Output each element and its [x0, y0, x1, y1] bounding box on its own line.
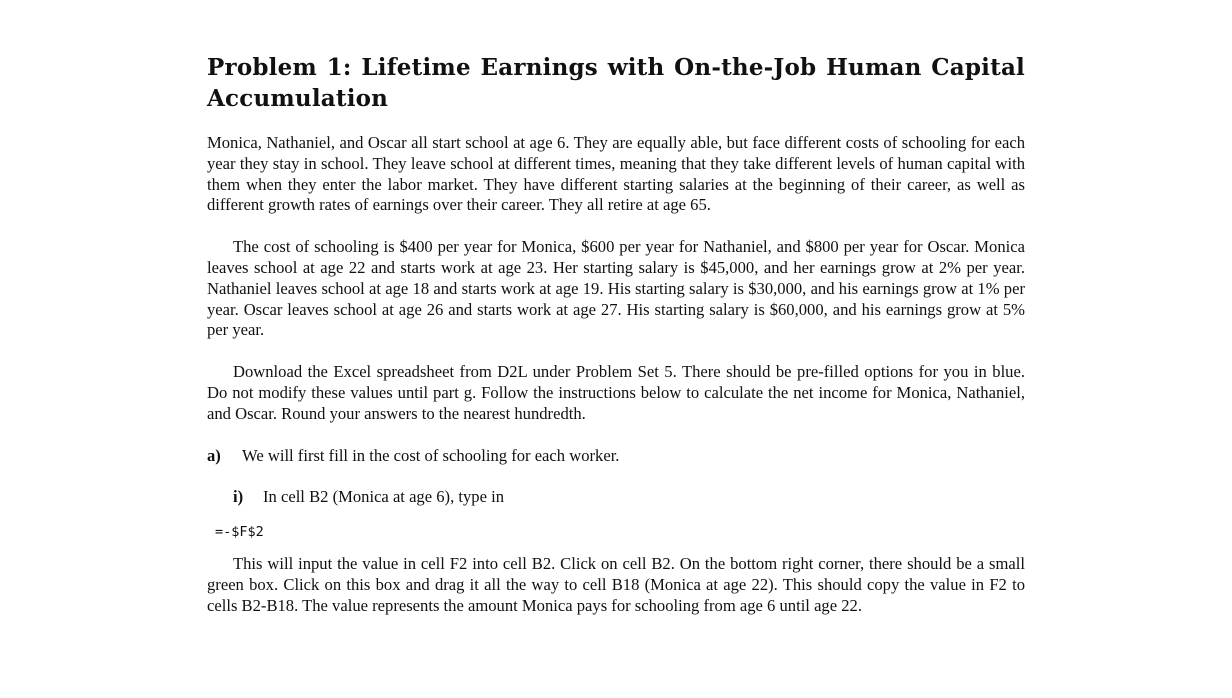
instructions-paragraph: Download the Excel spreadsheet from D2L under Problem Set 5. There should be pre-filled options for you in blue. Do not modify these values until part g. Follow the instructions below to calculate the net income for Monica, Nathaniel, and Oscar. Round your answers to the nearest hundredth. [207, 362, 1025, 423]
explanation-paragraph: This will input the value in cell F2 into cell B2. Click on cell B2. On the bottom right corner, there should be a small green box. Click on this box and drag it all the way to cell B18 (Monica at age 22). This should copy the value in F2 to cells B2-B18. The value represents the amount Monica pays for schooling from age 6 until age 22. [207, 554, 1025, 615]
part-a-label: a) [207, 445, 221, 465]
spacer [207, 425, 1025, 446]
subpart-i-text: In cell B2 (Monica at age 6), type in [263, 487, 504, 507]
problem-title: Problem 1: Lifetime Earnings with On-the-Job Human Capital Accumulation [207, 54, 1025, 112]
part-a [207, 446, 1025, 467]
document-page [207, 52, 1025, 617]
intro-paragraph: Monica, Nathaniel, and Oscar all start school at age 6. They are equally able, but face different costs of schooling for each year they stay in school. They leave school at different times, meaning that they take different levels of human capital with them when they enter the labor market. They have different starting salaries at the beginning of their career, as well as different growth rates of earnings over their career. They all retire at age 65. [207, 133, 1025, 215]
part-a-text: We will first fill in the cost of schooling for each worker. [242, 445, 620, 465]
spacer [207, 341, 1025, 362]
excel-formula: =-$F$2 [215, 524, 264, 541]
spacer [207, 466, 1025, 487]
subpart-i [233, 487, 1025, 508]
schooling-cost-paragraph: The cost of schooling is $400 per year for Monica, $600 per year for Nathaniel, and $800 per year for Oscar. Monica leaves school at age 22 and starts work at age 23. Her starting salary is $45,000, and her earnings grow at 2% per year. Nathaniel leaves school at age 18 and starts work at age 19. His starting salary is $30,000, and his earnings grow at 1% per year. Oscar leaves school at age 26 and starts work at age 27. His starting salary is $60,000, and his earnings grow at 5% per year. [207, 237, 1025, 340]
subpart-i-label: i) [233, 487, 244, 507]
spacer [207, 216, 1025, 237]
